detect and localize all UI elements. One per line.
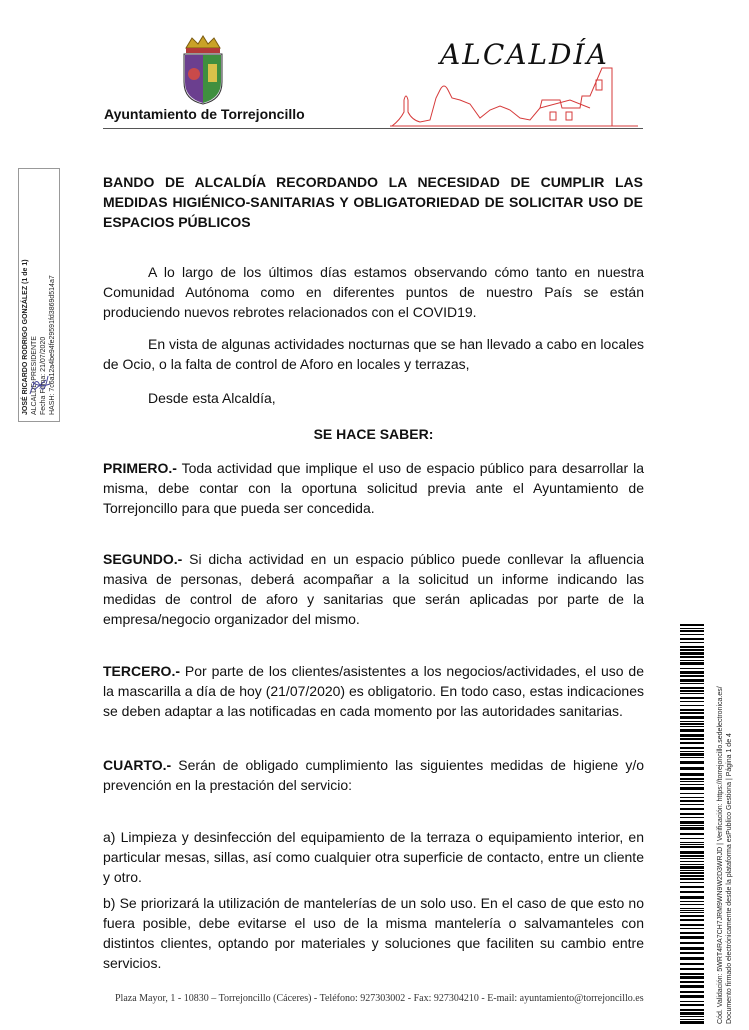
clause-cuarto: [103, 755, 644, 795]
clause-label: PRIMERO.-: [103, 460, 177, 476]
clause-text: Por parte de los clientes/asistentes a los negocios/actividades, el uso de la mascarilla a día de hoy (21/07/2020) es obligatorio. En todo caso, estas indicaciones se deben adaptar a las notificadas en cada momento por las autoridades sanitarias.: [103, 663, 644, 719]
signer-role: ALCALDE-PRESIDENTE: [31, 336, 38, 415]
verification-text: [716, 686, 734, 1024]
clause-segundo: [103, 549, 644, 629]
verification-line-2: Documento firmado electrónicamente desde la plataforma esPublico Gestiona | Página 1 de 4: [726, 733, 733, 1024]
header-divider: [103, 128, 643, 129]
organization-name: Ayuntamiento de Torrejoncillo: [104, 106, 305, 122]
handwritten-signature: [26, 368, 54, 398]
clause-label: SEGUNDO.-: [103, 551, 183, 567]
announcement-heading: SE HACE SABER:: [313, 426, 434, 442]
barcode: [680, 624, 704, 1024]
clause-label: CUARTO.-: [103, 757, 172, 773]
verification-line-1: Cód. Validación: 5WRT4RA7CH7JRM9WN9W2D3WRJD | Verificación: https://torrejoncillo.sedelectronica.es/: [717, 686, 724, 1024]
document-title: BANDO DE ALCALDÍA RECORDANDO LA NECESIDAD DE CUMPLIR LAS MEDIDAS HIGIÉNICO-SANITARIAS Y OBLIGATORIEDAD DE SOLICITAR USO DE ESPACIOS PÚBLICOS: [103, 174, 643, 230]
coat-of-arms-logo: [178, 34, 228, 106]
intro-paragraph-3: Desde esta Alcaldía,: [148, 390, 276, 406]
clause-text: Serán de obligado cumplimiento las siguientes medidas de higiene y/o prevención en la prestación del servicio:: [103, 757, 644, 793]
clause-text: Toda actividad que implique el uso de espacio público para desarrollar la misma, debe contar con la oportuna solicitud previa ante el Ayuntamiento de Torrejoncillo para que pueda ser concedida.: [103, 460, 644, 516]
signer-name: JOSÉ RICARDO RODRIGO GONZÁLEZ (1 de 1): [22, 259, 29, 415]
footer-address: Plaza Mayor, 1 - 10830 – Torrejoncillo (Cáceres) - Teléfono: 927303002 - Fax: 927304210 - E-mail: ayuntamiento@torrejoncillo.es: [115, 993, 644, 1004]
list-item-b: b) Se priorizará la utilización de mantelerías de un solo uso. En el caso de que esto no fuera posible, debe evitarse el uso de la misma mantelería o salvamanteles con distintos clientes, optando por materiales y soluciones que faciliten su cambio entre servicios.: [103, 895, 644, 971]
list-item-a: a) Limpieza y desinfección del equipamiento de la terraza o equipamiento interior, en particular mesas, sillas, así como cualquier otra superficie de contacto, entre un cliente y otro.: [103, 829, 644, 885]
clause-tercero: [103, 661, 644, 721]
clause-text: Si dicha actividad en un espacio público puede conllevar la afluencia masiva de personas, deberá acompañar a la solicitud un informe indicando las medidas de control de aforo y sanitarias que serán aplicadas por parte de la empresa/negocio organizador del mismo.: [103, 551, 644, 627]
section-title: ALCALDÍA: [440, 38, 609, 71]
signature-hash: HASH: 7c6a12a4be94fe29591fd3869d514a7: [49, 275, 56, 415]
clause-label: TERCERO.-: [103, 663, 180, 679]
town-skyline-drawing: [390, 60, 640, 128]
clause-primero: [103, 458, 644, 518]
intro-paragraph-2: En vista de algunas actividades nocturnas que se han llevado a cabo en locales de Ocio, o la falta de control de Aforo en locales y terrazas,: [103, 336, 644, 372]
intro-paragraph-1: A lo largo de los últimos días estamos observando cómo tanto en nuestra Comunidad Autónoma como en diferentes puntos de nuestro País se están produciendo nuevos rebrotes relacionados con el COVID19.: [103, 264, 644, 320]
signature-date: Fecha Firma: 21/07/2020: [40, 336, 47, 415]
